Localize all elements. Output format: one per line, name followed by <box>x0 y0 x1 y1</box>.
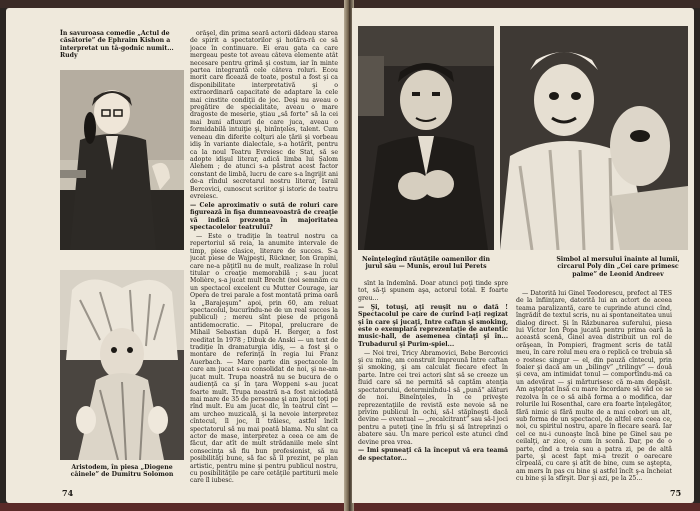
paragraph: — Datorită lui Ginel Teodorescu, prefect al TES de la înfiinţare, datorită lui an actort de aceea teama paralizantă, care te cuprinde atunci cînd, îngrădit de textul scris, nu ai spontaneitatea unui dialog direct. Şi în Răzbunarea suferului, piesa lui Victor Ion Popa jucată pentru prima oară la această scenă, Ginel avea distribuit un rol de orăşean, în Pompieri, fragment scris de tatăl meu, în care rolul meu era o replică ce trebuia să o rostesc singur — el, din pauză cîntecul, prin foaier şi dacă am un „bilingv” „trilingv” — două şi ceva, am intimidat tonul — comportîndu-mă ca un adevărat — şi mărturisesc că m-am depăşit. Am aşteptat însă cu mare încordare să văd ce se rezolva în ce o să aibă forma a o modifica, dar rolurile lui Rosenthal, care era foarte înţelegător, fără nimic şi fără multe de a mai cobori un alt, sub forma de un spectacol, de altfel era ceea ce, noi, cu spiritul nostru, apare în fiecare seară. Iar cel ce nu-i cunoaşte încă bine pe Ginel sau pe ceilalţi, ar zice, o cum în scenă. Dar, pe de o parte, cînd a treia sau a patra zi, pe de altă parte, şi acest fapt mi-a trezit o oarecare cîrpeală, cu care şi atît de bine, cum se aştepta, am mers în pas cu bine şi astfel încît ş-a încheiat cu bine şi la sfîrşit. Dar şi azi, pe la 25... <box>516 290 672 483</box>
photo-clown-poly <box>500 26 688 250</box>
caption-bottom-left: Aristodem, în piesa „Diogene câinele” de Dumitru Solomon <box>70 464 174 479</box>
photo-munis <box>358 26 494 250</box>
caption-poly: Simbol al mersului înainte al lumii, circarul Poly din „Cei care primesc palme” de Leonid Andreev <box>556 256 680 278</box>
paragraph: sînt la îndemînă. Doar atunci poţi tinde spre tot, să-ţi spunem aşa, actorul total. E foarte greu... <box>358 280 508 302</box>
caption-munis: Neînţelegînd răutăţile oamenilor din jurul său — Munis, eroul lui Perets <box>361 256 490 271</box>
right-page <box>352 8 694 503</box>
left-page <box>6 8 346 503</box>
paragraph: — Este o tradiţie în teatrul nostru ca repertoriul să reia, la anumite intervale de timp, piese clasice, literare de succes. S-a jucat piese de Wajpeşti, Rückner, Ion Grapini, care ne-a păţitîl nu de mult, realizase în rolul titular o creaţie memorabilă ; s-au jucat Molière, s-a jucat mult Brecht (noi semnăm cu un spectacol excelent cu Mutter Courage, iar Opera de trei parale a fost montată prima oară la „Barajeşum” apoi, prin 60, am reluat spectacolul, bucurîndu-ne de un real succes la publicul) ; mereu sînt piese de prigonă antidemocratic. — Pitopal, prelucrare de Mihail Sebastian după H. Berger, a fost reeditat în 1978 ; Dibuk de Anski — un text de tradiţie în dramaturgia idiş, — a fost şi o montare de referinţă în regia lui Franz Auerbach. — Mare parte din spectacole în care am jucat s-au consolidat de noi, şi ne-am jucat mult. Trupa noastră nu se bucura de o audienţă ca şi în ţara Woppeni s-au jucat foarte mult. Trupa noastră n-a fost niciodată mai mare de 35 de persoane şi am jucat toţi pe rînd mult. Eu am jucat dlc, în teatrul cînt — am urcheo muzicală, şi la nevoie interpretez cîntecul, îl joc, îl trăiesc, astfel încît spectatorul să nu mai poată blama. Nu sînt ca actor de mase, interpretez a ceea ce am de făcut, dar atît de mult strădaniile mele sînt consecinţa să fiu bun profesionist, să nu posibilităţi bune, să fac să îl prezint, pe plan artistic, pentru mine şi pentru publicul nostru, cu posibilităţile pe care cetăţile partiturii mele care îl iubesc. <box>190 232 338 485</box>
text-column-right-2 <box>516 290 672 488</box>
text-column-left <box>190 30 338 488</box>
text-column-right-1 <box>358 280 508 488</box>
interview-question: — Cele aproximativ o sută de roluri care figurează în fişa dumneavoastră de creaţie vă indică prezenţa în majoritatea spectacolelor teatrului? <box>190 201 338 232</box>
paragraph: — Noi trei, Tricy Abramovici, Bebe Bercovici şi cu mine, am construit împreună Intre caftan şi smoking, şi am calculat fiecare efect în parte. Intre cei trei actori sînt să se creeze un fluid care să ne permită să captăm atenţia spectatorului, determinîndu-l să „pună” alături de noi. Bineînţeles, în ce priveşte reprezentaţiile de revistă este nevoie să ne privim publicul în ochi, să-l stăpîneşti dacă devine — eventual — „recalcitrant” sau să-l joci pentru a puteţi ţine în frîu şi să întreprinzi o abatere sau. Un mare pericol este atunci cînd devine prea vrea. <box>358 349 508 446</box>
caption-top-left: În savuroasa comedie „Actul de căsătorie” de Ephraim Kishon a interpretat un tâ-godnic numit... Rudy <box>60 30 174 60</box>
paragraph: orăşel, din prima seară actorii dădeau starea de spirit a spectatorilor şi hotăra-ră ce să joace în continuare. Ei erau gata ca care mergeau peste tot aveau câteva elemente atât necesare pentru grimă şi costum, iar în minte partea integrantă cele câteva roluri. Ecou morit care ficează de toate, postul a fost şi ca disponibilitate interpretativă şi o extraordinară capacitate de adaptare la cele mai cinstite condiţii de joc. Deşi nu aveau o pregătire de specialitate, aveau o mare dragoste de meserie, ştiau „să forte” să la cei mai buni afluxuri de care juca, aveau o formidabilă intuiţie şi, binînţeles, talent. Cum veneau din diferite colţuri ale ţării şi vorbeau idiş în variante dialectale, s-a hotărît, pentru ca la noul Teatru Evreiesc de Stat, să se adopte idişul literar, adică limba lui Şalom Alehem ; de atunci s-a păstrat acest factor constant de limbă, lucru de care s-a îngrijit ani de-a rîndul secretarul nostru literar, Israil Bercovici, cunoscut scriitor şi istoric de teatru evreiesc. <box>190 30 338 200</box>
photo-rudy-phone <box>60 70 184 250</box>
interview-question: — Imi spuneaţi că la început vă era teamă de spectator... <box>358 447 508 462</box>
page-number-right: 75 <box>670 488 682 498</box>
page-number-left: 74 <box>62 488 74 498</box>
interview-question: — Şi, totuşi, aţi reuşit nu o dată ! Spectacolul pe care de curînd l-aţi regizat şi în care şi jucaţi, Intre caftan şi smoking, este o exemplară reprezentaţie de autentic music-hall, de asemenea cîntaţi şi în... Trubadurul şi Purim-spiel... <box>358 303 508 348</box>
photo-aristodem <box>60 270 184 460</box>
